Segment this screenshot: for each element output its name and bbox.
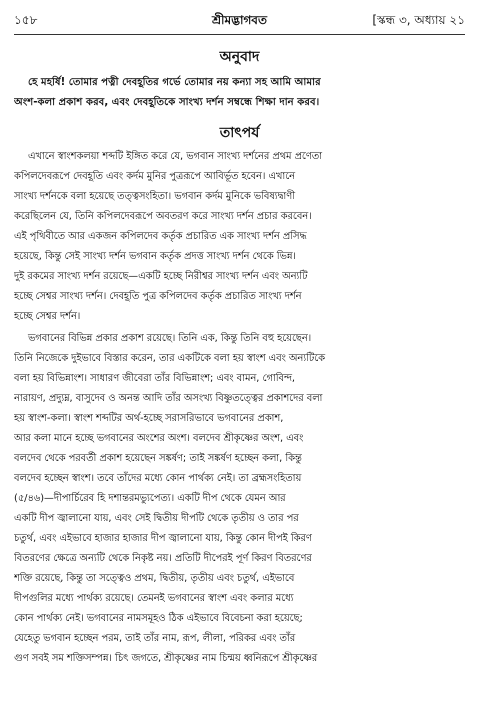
purport-heading: তাৎপর্য [219, 125, 260, 141]
purport-line: তিনি নিজেকে দুইভাবে বিস্তার করেন, তার একটিকে বলা হয় স্বাংশ এবং অন্যটিকে [14, 353, 326, 364]
translation-line: হে মহর্ষি! তোমার পত্নী দেবহূতির গর্ভে তোমার নয় কন্যা সহ আমি আমার [28, 77, 321, 88]
purport-line: নারায়ণ, প্রদ্যুম্ন, বাসুদেব ও অনন্ত আদি তাঁর অসংখ্য বিষ্ণুতত্ত্বের প্রকাশদের বলা [14, 393, 323, 404]
purport-line: দীপগুলির মধ্যে পার্থক্য রয়েছে। তেমনই ভগবানের স্বাংশ এবং কলার মধ্যে [14, 593, 294, 604]
purport-line: আর কলা মানে হচ্ছে ভগবানের অংশের অংশ। বলদেব শ্রীকৃষ্ণের অংশ, এবং [14, 433, 304, 444]
purport-line: কপিলদেবরূপে দেবহূতি এবং কর্দম মুনির পুত্ররূপে আবির্ভূত হবেন। এখানে [14, 171, 295, 182]
book-title: শ্রীমদ্ভাগবত [211, 13, 267, 27]
purport-line: সাংখ্য দর্শনকে বলা হয়েছে তত্ত্বসংহিতা। ভগবান কর্দম মুনিকে ভবিষ্যদ্বাণী [14, 191, 295, 202]
purport-line: কোন পার্থক্য নেই। ভগবানের নামসমূহও ঠিক এইভাবে বিবেচনা করা হয়েছে; [14, 613, 303, 624]
purport-line: বলদেব থেকে পরবর্তী প্রকাশ হয়েছেন সঙ্কর্ষণ; তাই সঙ্কর্ষণ হচ্ছেন কলা, কিন্তু [14, 453, 302, 464]
purport-line: একটি দীপ জ্বালানো যায়, এবং সেই দ্বিতীয় দীপটি থেকে তৃতীয় ও তার পর [14, 513, 299, 524]
purport-line: বলদেব হচ্ছেন স্বাংশ। তবে তাঁদের মধ্যে কোন পার্থক্য নেই। তা ব্রহ্মসংহিতায় [14, 473, 302, 484]
translation-text [14, 73, 465, 113]
purport-line: হচ্ছে সেশ্বর দর্শন। [14, 311, 81, 322]
page-number: ১৫৮ [14, 13, 38, 27]
purport-line: শক্তি রয়েছে, কিন্তু তা সত্ত্বেও প্রথম, দ্বিতীয়, তৃতীয় এবং চতুর্থ, এইভাবে [14, 573, 295, 584]
translation-heading: অনুবাদ [219, 49, 260, 65]
purport-line: (৫/৪৬)—দীপার্চিরেব হি দশান্তরমভ্যুপেত্য। একটি দীপ থেকে যেমন আর [14, 493, 286, 504]
purport-line: এখানে স্বাংশকলয়া শব্দটি ইঙ্গিত করে যে, ভগবান সাংখ্য দর্শনের প্রথম প্রণেতা [28, 151, 322, 162]
purport-line: করেছিলেন যে, তিনি কপিলদেবরূপে অবতরণ করে সাংখ্য দর্শন প্রচার করবেন। [14, 211, 312, 222]
purport-line: যেহেতু ভগবান হচ্ছেন পরম, তাই তাঁর নাম, রূপ, লীলা, পরিকর এবং তাঁর [14, 633, 296, 644]
purport-line: বিতরণের ক্ষেত্রে অন্যটি থেকে নিকৃষ্ট নয়। প্রতিটি দীপেরই পূর্ণ কিরণ বিতরণের [14, 553, 312, 564]
purport-line: হচ্ছে সেশ্বর সাংখ্য দর্শন। দেবহূতি পুত্র কপিলদেব কর্তৃক প্রচারিত সাংখ্য দর্শন [14, 291, 302, 302]
purport-paragraph-1 [14, 147, 465, 327]
purport-line: বলা হয় বিভিন্নাংশ। সাধারণ জীবেরা তাঁর বিভিন্নাংশ; এবং বামন, গোবিন্দ, [14, 373, 295, 384]
purport-line: চতুর্থ, এবং এইভাবে হাজার হাজার দীপ জ্বালানো যায়, কিন্তু কোন দীপই কিরণ [14, 533, 312, 544]
purport-line: ভগবানের বিভিন্ন প্রকার প্রকাশ রয়েছে। তিনি এক, কিন্তু তিনি বহু হয়েছেন। [28, 333, 312, 344]
purport-line: দুই রকমের সাংখ্য দর্শন রয়েছে—একটি হচ্ছে নিরীশ্বর সাংখ্য দর্শন এবং অন্যটি [14, 271, 308, 282]
translation-line: অংশ-কলা প্রকাশ করব, এবং দেবহূতিকে সাংখ্য দর্শন সম্বন্ধে শিক্ষা দান করব। [14, 97, 320, 108]
purport-line: এই পৃথিবীতে আর একজন কপিলদেব কর্তৃক প্রচারিত এক সাংখ্য দর্শন প্রসিদ্ধ [14, 231, 307, 242]
chapter-reference: [স্কন্ধ ৩, অধ্যায় ২১ [372, 13, 465, 27]
purport-line: গুণ সবই সম শক্তিসম্পন্ন। চিৎ জগতে, শ্রীকৃষ্ণের নাম চিন্ময় ধ্বনিরূপে শ্রীকৃষ্ণের [14, 653, 318, 664]
purport-line: হয়েছে, কিন্তু সেই সাংখ্য দর্শন ভগবান কর্তৃক প্রদত্ত সাংখ্য দর্শন থেকে ভিন্ন। [14, 251, 296, 262]
purport-paragraph-2 [14, 329, 465, 669]
page-header [14, 0, 465, 35]
purport-line: হয় স্বাংশ-কলা। স্বাংশ শব্দটির অর্থ-হচ্ছে সরাসরিভাবে ভগবানের প্রকাশ, [14, 413, 284, 424]
